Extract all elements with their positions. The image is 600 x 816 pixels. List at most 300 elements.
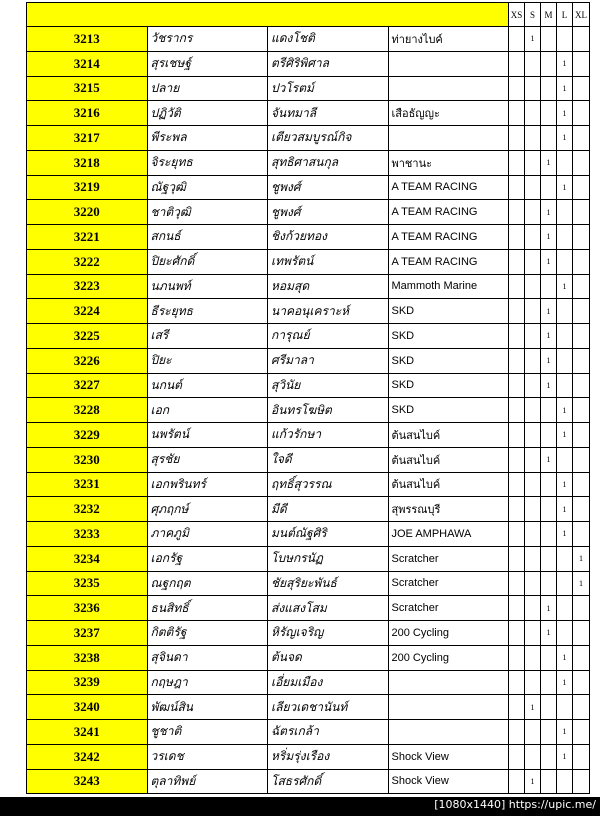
bib-number-cell: 3220 bbox=[27, 200, 148, 225]
first-name-cell: เสรี bbox=[147, 324, 268, 349]
size-xl-cell bbox=[573, 695, 590, 720]
first-name-cell: นภนพท์ bbox=[147, 274, 268, 299]
size-l-cell: 1 bbox=[557, 522, 573, 547]
size-l-cell bbox=[557, 249, 573, 274]
size-l-cell: 1 bbox=[557, 744, 573, 769]
bib-number-cell: 3215 bbox=[27, 76, 148, 101]
last-name-cell: การุณย์ bbox=[268, 324, 389, 349]
last-name-cell: มนต์ณัฐศิริ bbox=[268, 522, 389, 547]
size-l-cell bbox=[557, 150, 573, 175]
last-name-cell: สุทธิศาสนกุล bbox=[268, 150, 389, 175]
footer-watermark: [1080x1440] https://upic.me/ bbox=[434, 798, 596, 811]
first-name-cell: เอกพรินทร์ bbox=[147, 472, 268, 497]
size-m-cell bbox=[541, 274, 557, 299]
size-xs-cell bbox=[509, 670, 525, 695]
size-xl-cell bbox=[573, 423, 590, 448]
size-xl-cell bbox=[573, 249, 590, 274]
table-row bbox=[27, 274, 590, 299]
first-name-cell: พีระพล bbox=[147, 126, 268, 151]
size-m-cell: 1 bbox=[541, 150, 557, 175]
size-m-cell bbox=[541, 175, 557, 200]
bib-number-cell: 3218 bbox=[27, 150, 148, 175]
team-cell: JOE AMPHAWA bbox=[388, 522, 509, 547]
table-row bbox=[27, 447, 590, 472]
bib-number-cell: 3243 bbox=[27, 769, 148, 794]
first-name-cell: ปิยะ bbox=[147, 348, 268, 373]
bib-number-cell: 3224 bbox=[27, 299, 148, 324]
size-m-cell bbox=[541, 546, 557, 571]
table-row bbox=[27, 398, 590, 423]
last-name-cell: เลียวเดชานันท์ bbox=[268, 695, 389, 720]
bib-number-cell: 3240 bbox=[27, 695, 148, 720]
size-xl-cell bbox=[573, 769, 590, 794]
last-name-cell: ฤทธิ์สุวรรณ bbox=[268, 472, 389, 497]
table-row bbox=[27, 150, 590, 175]
size-xl-cell: 1 bbox=[573, 571, 590, 596]
first-name-cell: กิตติรัฐ bbox=[147, 621, 268, 646]
size-m-cell bbox=[541, 645, 557, 670]
team-cell: สุพรรณบุรี bbox=[388, 497, 509, 522]
size-xs-cell bbox=[509, 546, 525, 571]
bib-number-cell: 3233 bbox=[27, 522, 148, 547]
size-xl-cell bbox=[573, 472, 590, 497]
size-s-cell bbox=[525, 373, 541, 398]
header-size-m: M bbox=[541, 3, 557, 27]
bib-number-cell: 3235 bbox=[27, 571, 148, 596]
team-cell: 200 Cycling bbox=[388, 621, 509, 646]
first-name-cell: ณัฐวุฒิ bbox=[147, 175, 268, 200]
size-xs-cell bbox=[509, 744, 525, 769]
last-name-cell: ต้นจด bbox=[268, 645, 389, 670]
bib-number-cell: 3230 bbox=[27, 447, 148, 472]
bib-number-cell: 3223 bbox=[27, 274, 148, 299]
bib-number-cell: 3221 bbox=[27, 225, 148, 250]
last-name-cell: ปวโรตม์ bbox=[268, 76, 389, 101]
size-xl-cell bbox=[573, 645, 590, 670]
registration-table bbox=[26, 2, 590, 794]
table-row bbox=[27, 27, 590, 52]
table-row bbox=[27, 76, 590, 101]
bib-number-cell: 3231 bbox=[27, 472, 148, 497]
last-name-cell: ตรีศิริพิศาล bbox=[268, 51, 389, 76]
size-m-cell: 1 bbox=[541, 324, 557, 349]
size-s-cell bbox=[525, 398, 541, 423]
table-row bbox=[27, 546, 590, 571]
size-xl-cell bbox=[573, 670, 590, 695]
last-name-cell: ศรีมาลา bbox=[268, 348, 389, 373]
size-l-cell bbox=[557, 299, 573, 324]
size-xs-cell bbox=[509, 447, 525, 472]
size-l-cell bbox=[557, 546, 573, 571]
size-xl-cell bbox=[573, 744, 590, 769]
last-name-cell: เตียวสมบูรณ์กิจ bbox=[268, 126, 389, 151]
bib-number-cell: 3238 bbox=[27, 645, 148, 670]
size-l-cell bbox=[557, 621, 573, 646]
table-row bbox=[27, 571, 590, 596]
size-s-cell bbox=[525, 670, 541, 695]
size-l-cell bbox=[557, 200, 573, 225]
size-s-cell: 1 bbox=[525, 27, 541, 52]
size-m-cell: 1 bbox=[541, 299, 557, 324]
first-name-cell: เอก bbox=[147, 398, 268, 423]
bib-number-cell: 3229 bbox=[27, 423, 148, 448]
table-row bbox=[27, 51, 590, 76]
first-name-cell: นพรัตน์ bbox=[147, 423, 268, 448]
size-xl-cell bbox=[573, 175, 590, 200]
size-m-cell bbox=[541, 522, 557, 547]
size-m-cell: 1 bbox=[541, 621, 557, 646]
size-s-cell bbox=[525, 150, 541, 175]
size-m-cell: 1 bbox=[541, 348, 557, 373]
size-s-cell: 1 bbox=[525, 769, 541, 794]
size-l-cell bbox=[557, 225, 573, 250]
size-s-cell bbox=[525, 423, 541, 448]
last-name-cell: ชิงก้วยทอง bbox=[268, 225, 389, 250]
size-s-cell bbox=[525, 720, 541, 745]
last-name-cell: แดงโชติ bbox=[268, 27, 389, 52]
size-xl-cell bbox=[573, 596, 590, 621]
size-s-cell bbox=[525, 522, 541, 547]
first-name-cell: เอกรัฐ bbox=[147, 546, 268, 571]
size-xl-cell bbox=[573, 621, 590, 646]
size-l-cell bbox=[557, 596, 573, 621]
size-s-cell bbox=[525, 101, 541, 126]
size-xs-cell bbox=[509, 522, 525, 547]
size-l-cell bbox=[557, 324, 573, 349]
team-cell: พาชานะ bbox=[388, 150, 509, 175]
first-name-cell: ชาติวุฒิ bbox=[147, 200, 268, 225]
team-cell: Scratcher bbox=[388, 546, 509, 571]
first-name-cell: ปลาย bbox=[147, 76, 268, 101]
size-xl-cell bbox=[573, 522, 590, 547]
size-xl-cell bbox=[573, 150, 590, 175]
size-l-cell: 1 bbox=[557, 398, 573, 423]
size-m-cell bbox=[541, 398, 557, 423]
size-l-cell bbox=[557, 27, 573, 52]
last-name-cell: ชัยสุริยะพันธ์ bbox=[268, 571, 389, 596]
header-size-xl: XL bbox=[573, 3, 590, 27]
size-l-cell bbox=[557, 348, 573, 373]
size-xs-cell bbox=[509, 200, 525, 225]
size-xs-cell bbox=[509, 695, 525, 720]
size-xs-cell bbox=[509, 27, 525, 52]
size-xl-cell bbox=[573, 200, 590, 225]
size-xs-cell bbox=[509, 373, 525, 398]
team-cell bbox=[388, 695, 509, 720]
table-row bbox=[27, 101, 590, 126]
team-cell: ต้นสนไบค์ bbox=[388, 472, 509, 497]
first-name-cell: ณฐกฤต bbox=[147, 571, 268, 596]
footer-bar bbox=[0, 797, 600, 816]
last-name-cell: หริ่มรุ่งเรือง bbox=[268, 744, 389, 769]
first-name-cell: นกนต์ bbox=[147, 373, 268, 398]
size-m-cell bbox=[541, 720, 557, 745]
first-name-cell: ธนสิทธิ์ bbox=[147, 596, 268, 621]
size-l-cell: 1 bbox=[557, 101, 573, 126]
team-cell: A TEAM RACING bbox=[388, 175, 509, 200]
size-s-cell bbox=[525, 76, 541, 101]
size-xs-cell bbox=[509, 645, 525, 670]
table-row bbox=[27, 670, 590, 695]
size-s-cell: 1 bbox=[525, 695, 541, 720]
team-cell: Scratcher bbox=[388, 596, 509, 621]
size-s-cell bbox=[525, 51, 541, 76]
team-cell: Shock View bbox=[388, 744, 509, 769]
first-name-cell: วรเดช bbox=[147, 744, 268, 769]
size-s-cell bbox=[525, 447, 541, 472]
size-s-cell bbox=[525, 225, 541, 250]
size-l-cell: 1 bbox=[557, 126, 573, 151]
size-s-cell bbox=[525, 571, 541, 596]
last-name-cell: หิรัญเจริญ bbox=[268, 621, 389, 646]
size-m-cell bbox=[541, 670, 557, 695]
bib-number-cell: 3226 bbox=[27, 348, 148, 373]
table-row bbox=[27, 348, 590, 373]
size-xs-cell bbox=[509, 324, 525, 349]
size-m-cell bbox=[541, 769, 557, 794]
last-name-cell: มีดี bbox=[268, 497, 389, 522]
size-xs-cell bbox=[509, 249, 525, 274]
last-name-cell: ชูพงศ์ bbox=[268, 200, 389, 225]
size-xl-cell bbox=[573, 720, 590, 745]
size-xl-cell bbox=[573, 398, 590, 423]
size-xl-cell bbox=[573, 126, 590, 151]
team-cell: Mammoth Marine bbox=[388, 274, 509, 299]
bib-number-cell: 3213 bbox=[27, 27, 148, 52]
table-row bbox=[27, 200, 590, 225]
first-name-cell: สุจินดา bbox=[147, 645, 268, 670]
size-xl-cell bbox=[573, 373, 590, 398]
last-name-cell: ฉัตรเกล้า bbox=[268, 720, 389, 745]
size-xs-cell bbox=[509, 225, 525, 250]
size-xs-cell bbox=[509, 126, 525, 151]
size-xl-cell bbox=[573, 299, 590, 324]
team-cell: SKD bbox=[388, 324, 509, 349]
size-m-cell bbox=[541, 423, 557, 448]
team-cell: ต้นสนไบค์ bbox=[388, 447, 509, 472]
size-m-cell bbox=[541, 126, 557, 151]
header-row bbox=[27, 3, 590, 27]
size-xl-cell bbox=[573, 497, 590, 522]
size-xs-cell bbox=[509, 497, 525, 522]
size-m-cell bbox=[541, 497, 557, 522]
size-l-cell: 1 bbox=[557, 423, 573, 448]
size-s-cell bbox=[525, 175, 541, 200]
size-xl-cell bbox=[573, 225, 590, 250]
size-xs-cell bbox=[509, 596, 525, 621]
size-m-cell bbox=[541, 744, 557, 769]
size-l-cell: 1 bbox=[557, 472, 573, 497]
size-m-cell: 1 bbox=[541, 373, 557, 398]
size-s-cell bbox=[525, 249, 541, 274]
size-xs-cell bbox=[509, 76, 525, 101]
size-m-cell bbox=[541, 101, 557, 126]
bib-number-cell: 3227 bbox=[27, 373, 148, 398]
table-row bbox=[27, 423, 590, 448]
bib-number-cell: 3228 bbox=[27, 398, 148, 423]
size-xl-cell bbox=[573, 324, 590, 349]
team-cell: เสือธัญญะ bbox=[388, 101, 509, 126]
bib-number-cell: 3225 bbox=[27, 324, 148, 349]
table-row bbox=[27, 769, 590, 794]
team-cell: ท่ายางไบค์ bbox=[388, 27, 509, 52]
size-l-cell: 1 bbox=[557, 76, 573, 101]
last-name-cell: เอี่ยมเมือง bbox=[268, 670, 389, 695]
table-row bbox=[27, 645, 590, 670]
team-cell bbox=[388, 76, 509, 101]
team-cell: SKD bbox=[388, 398, 509, 423]
table-row bbox=[27, 621, 590, 646]
size-l-cell: 1 bbox=[557, 670, 573, 695]
size-xs-cell bbox=[509, 472, 525, 497]
bib-number-cell: 3232 bbox=[27, 497, 148, 522]
last-name-cell: ส่งแสงโสม bbox=[268, 596, 389, 621]
last-name-cell: สุวินัย bbox=[268, 373, 389, 398]
bib-number-cell: 3214 bbox=[27, 51, 148, 76]
size-s-cell bbox=[525, 621, 541, 646]
first-name-cell: ศุภฤกษ์ bbox=[147, 497, 268, 522]
team-cell: Shock View bbox=[388, 769, 509, 794]
size-m-cell bbox=[541, 27, 557, 52]
bib-number-cell: 3241 bbox=[27, 720, 148, 745]
table-row bbox=[27, 720, 590, 745]
size-xs-cell bbox=[509, 423, 525, 448]
size-xl-cell bbox=[573, 348, 590, 373]
size-s-cell bbox=[525, 645, 541, 670]
bib-number-cell: 3237 bbox=[27, 621, 148, 646]
team-cell: Scratcher bbox=[388, 571, 509, 596]
size-xs-cell bbox=[509, 720, 525, 745]
first-name-cell: ตุลาทิพย์ bbox=[147, 769, 268, 794]
team-cell: SKD bbox=[388, 348, 509, 373]
last-name-cell: ชูพงศ์ bbox=[268, 175, 389, 200]
size-m-cell bbox=[541, 51, 557, 76]
table-row bbox=[27, 126, 590, 151]
last-name-cell: ใจดี bbox=[268, 447, 389, 472]
size-s-cell bbox=[525, 472, 541, 497]
first-name-cell: สุรเชษฐ์ bbox=[147, 51, 268, 76]
size-s-cell bbox=[525, 126, 541, 151]
table-row bbox=[27, 373, 590, 398]
size-l-cell: 1 bbox=[557, 497, 573, 522]
size-xs-cell bbox=[509, 571, 525, 596]
first-name-cell: จิระยุทธ bbox=[147, 150, 268, 175]
first-name-cell: ปิยะศักดิ์ bbox=[147, 249, 268, 274]
size-l-cell bbox=[557, 571, 573, 596]
table-row bbox=[27, 497, 590, 522]
table-row bbox=[27, 596, 590, 621]
header-size-xs: XS bbox=[509, 3, 525, 27]
last-name-cell: เทพรัตน์ bbox=[268, 249, 389, 274]
size-xs-cell bbox=[509, 621, 525, 646]
header-blank-cell bbox=[27, 3, 509, 27]
size-m-cell bbox=[541, 695, 557, 720]
size-s-cell bbox=[525, 744, 541, 769]
size-l-cell bbox=[557, 447, 573, 472]
table-row bbox=[27, 522, 590, 547]
table-row bbox=[27, 299, 590, 324]
size-xs-cell bbox=[509, 51, 525, 76]
team-cell bbox=[388, 126, 509, 151]
size-xs-cell bbox=[509, 150, 525, 175]
size-l-cell: 1 bbox=[557, 274, 573, 299]
first-name-cell: สกนธ์ bbox=[147, 225, 268, 250]
first-name-cell: กฤษฎา bbox=[147, 670, 268, 695]
size-xs-cell bbox=[509, 175, 525, 200]
first-name-cell: ปฏิวัติ bbox=[147, 101, 268, 126]
size-xl-cell bbox=[573, 27, 590, 52]
table-row bbox=[27, 472, 590, 497]
size-l-cell: 1 bbox=[557, 175, 573, 200]
first-name-cell: ภาคภูมิ bbox=[147, 522, 268, 547]
size-s-cell bbox=[525, 299, 541, 324]
table-row bbox=[27, 225, 590, 250]
team-cell: SKD bbox=[388, 373, 509, 398]
last-name-cell: แก้วรักษา bbox=[268, 423, 389, 448]
size-xl-cell: 1 bbox=[573, 546, 590, 571]
size-s-cell bbox=[525, 348, 541, 373]
team-cell: 200 Cycling bbox=[388, 645, 509, 670]
size-s-cell bbox=[525, 200, 541, 225]
size-xs-cell bbox=[509, 101, 525, 126]
team-cell bbox=[388, 720, 509, 745]
first-name-cell: วัชรากร bbox=[147, 27, 268, 52]
table-row bbox=[27, 249, 590, 274]
size-m-cell bbox=[541, 76, 557, 101]
size-l-cell bbox=[557, 695, 573, 720]
size-s-cell bbox=[525, 274, 541, 299]
team-cell: ต้นสนไบค์ bbox=[388, 423, 509, 448]
size-m-cell: 1 bbox=[541, 200, 557, 225]
team-cell bbox=[388, 670, 509, 695]
team-cell: A TEAM RACING bbox=[388, 249, 509, 274]
last-name-cell: นาคอนุเคราะห์ bbox=[268, 299, 389, 324]
size-m-cell: 1 bbox=[541, 225, 557, 250]
table-row bbox=[27, 695, 590, 720]
size-xs-cell bbox=[509, 348, 525, 373]
last-name-cell: โสธรศักดิ์ bbox=[268, 769, 389, 794]
size-xs-cell bbox=[509, 274, 525, 299]
size-l-cell: 1 bbox=[557, 645, 573, 670]
size-xs-cell bbox=[509, 398, 525, 423]
size-xl-cell bbox=[573, 51, 590, 76]
team-cell: A TEAM RACING bbox=[388, 200, 509, 225]
size-m-cell bbox=[541, 472, 557, 497]
first-name-cell: สุรชัย bbox=[147, 447, 268, 472]
bib-number-cell: 3239 bbox=[27, 670, 148, 695]
bib-number-cell: 3236 bbox=[27, 596, 148, 621]
size-s-cell bbox=[525, 596, 541, 621]
size-l-cell: 1 bbox=[557, 720, 573, 745]
size-xl-cell bbox=[573, 76, 590, 101]
size-xs-cell bbox=[509, 769, 525, 794]
size-xl-cell bbox=[573, 447, 590, 472]
header-size-s: S bbox=[525, 3, 541, 27]
bib-number-cell: 3216 bbox=[27, 101, 148, 126]
size-m-cell: 1 bbox=[541, 447, 557, 472]
first-name-cell: ชูชาติ bbox=[147, 720, 268, 745]
bib-number-cell: 3219 bbox=[27, 175, 148, 200]
size-s-cell bbox=[525, 497, 541, 522]
team-cell bbox=[388, 51, 509, 76]
size-s-cell bbox=[525, 324, 541, 349]
last-name-cell: หอมสุด bbox=[268, 274, 389, 299]
team-cell: A TEAM RACING bbox=[388, 225, 509, 250]
size-m-cell: 1 bbox=[541, 249, 557, 274]
header-size-l: L bbox=[557, 3, 573, 27]
bib-number-cell: 3217 bbox=[27, 126, 148, 151]
size-l-cell bbox=[557, 373, 573, 398]
